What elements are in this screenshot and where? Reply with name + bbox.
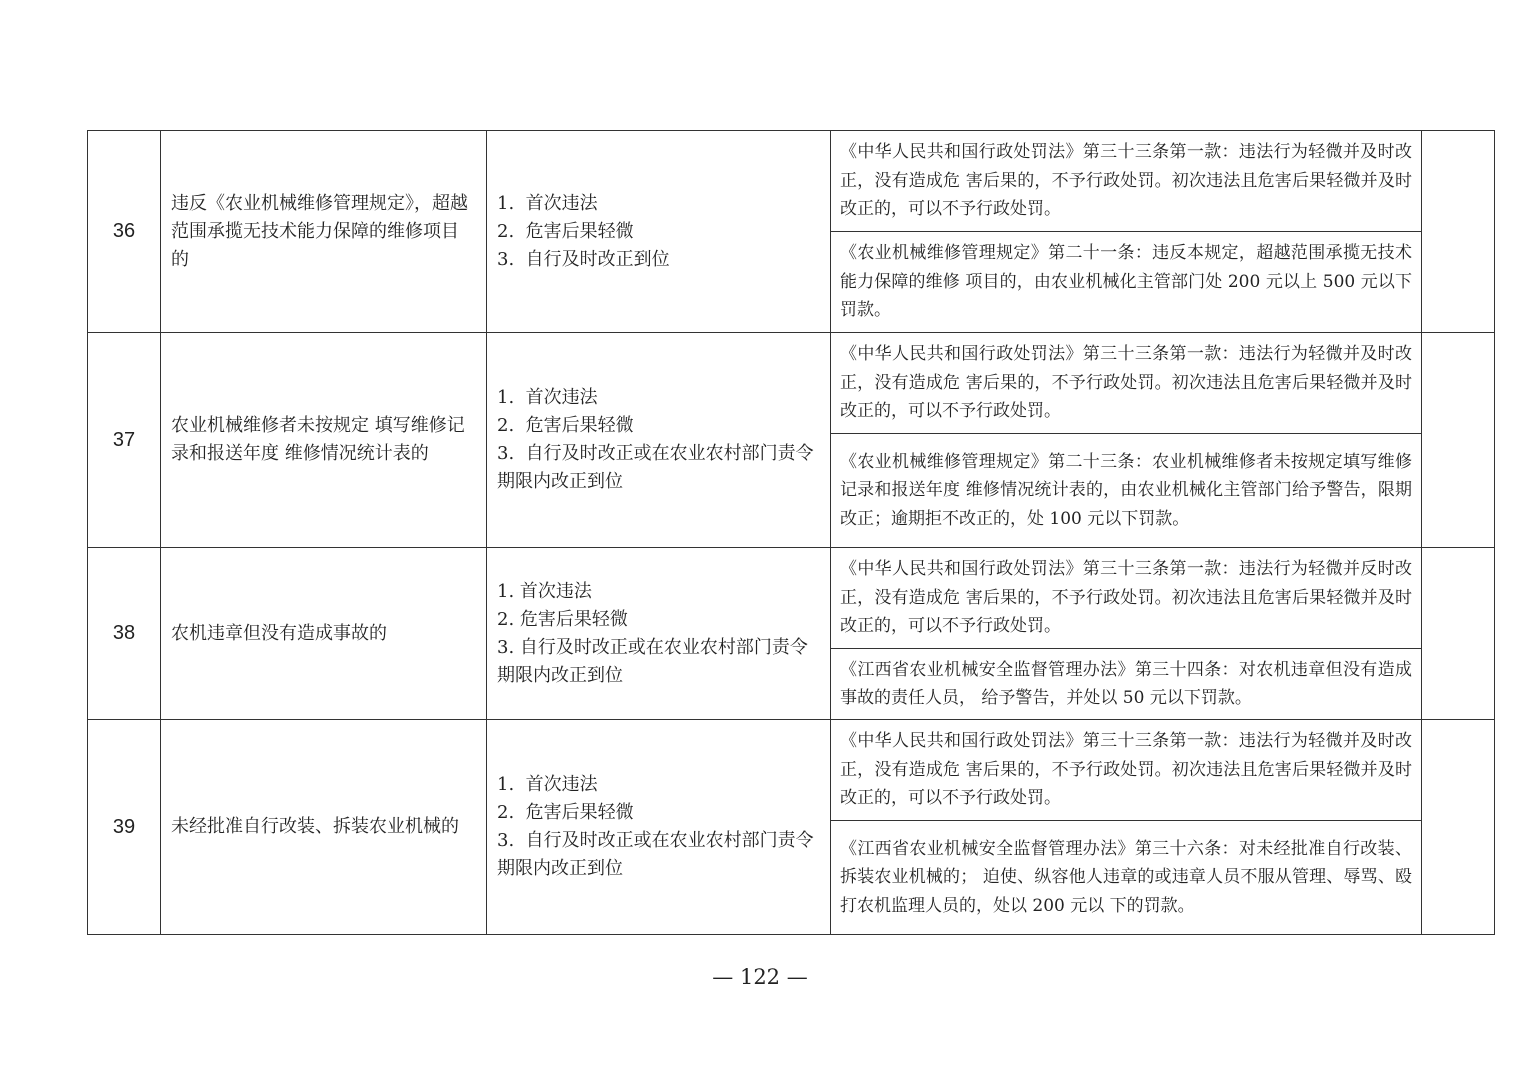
legal-basis: 《江西省农业机械安全监督管理办法》第三十六条：对未经批准自行改装、拆装农业机械的； 迫使、纵容他人违章的或违章人员不服从管理、辱骂、殴打农机监理人员的，处以 200 元以 下的罚款。: [831, 821, 1422, 935]
regulation-table: [87, 130, 1495, 935]
empty-cell: [1422, 548, 1495, 720]
exemption-conditions: [487, 720, 831, 935]
condition-item: 1. 首次违法: [497, 387, 598, 408]
row-number: 39: [88, 720, 161, 935]
table-row: [88, 720, 1495, 821]
table-row: [88, 548, 1495, 649]
condition-item: 2. 危害后果轻微: [497, 415, 634, 436]
condition-item: 3. 自行及时改正或在农业农村部门责令期限内改正到位: [497, 636, 808, 686]
empty-cell: [1422, 333, 1495, 548]
violation-description: 违反《农业机械维修管理规定》，超越范围承揽无技术能力保障的维修项目的: [161, 131, 487, 333]
violation-description: 农机违章但没有造成事故的: [161, 548, 487, 720]
violation-description: 未经批准自行改装、拆装农业机械的: [161, 720, 487, 935]
empty-cell: [1422, 720, 1495, 935]
condition-item: 2. 危害后果轻微: [497, 802, 634, 823]
condition-item: 1. 首次违法: [497, 774, 598, 795]
table-row: [88, 131, 1495, 232]
legal-basis: 《中华人民共和国行政处罚法》第三十三条第一款：违法行为轻微并及时改正，没有造成危 害后果的，不予行政处罚。初次违法且危害后果轻微并及时改正的，可以不予行政处罚。: [831, 333, 1422, 434]
condition-item: 2. 危害后果轻微: [497, 220, 634, 242]
condition-item: 3. 自行及时改正或在农业农村部门责令期限内改正到位: [497, 443, 814, 492]
condition-item: 3. 自行及时改正到位: [497, 248, 670, 270]
condition-item: 2. 危害后果轻微: [497, 608, 628, 630]
legal-basis: 《农业机械维修管理规定》第二十三条：农业机械维修者未按规定填写维修记录和报送年度 维修情况统计表的，由农业机械化主管部门给予警告，限期改正；逾期拒不改正的，处 100 元以下罚款。: [831, 434, 1422, 548]
condition-item: 3. 自行及时改正或在农业农村部门责令期限内改正到位: [497, 830, 814, 879]
legal-basis: 《江西省农业机械安全监督管理办法》第三十四条：对农机违章但没有造成事故的责任人员， 给予警告，并处以 50 元以下罚款。: [831, 649, 1422, 720]
legal-basis: 《中华人民共和国行政处罚法》第三十三条第一款：违法行为轻微并反时改正，没有造成危 害后果的，不予行政处罚。初次违法且危害后果轻微并及时改正的，可以不予行政处罚。: [831, 548, 1422, 649]
condition-item: 1. 首次违法: [497, 192, 598, 214]
exemption-conditions: [487, 333, 831, 548]
row-number: 36: [88, 131, 161, 333]
exemption-conditions: [487, 548, 831, 720]
page-number: — 122 —: [712, 965, 808, 989]
row-number: 38: [88, 548, 161, 720]
violation-description: 农业机械维修者未按规定 填写维修记录和报送年度 维修情况统计表的: [161, 333, 487, 548]
legal-basis: 《中华人民共和国行政处罚法》第三十三条第一款：违法行为轻微并及时改正，没有造成危 害后果的，不予行政处罚。初次违法且危害后果轻微并及时改正的，可以不予行政处罚。: [831, 720, 1422, 821]
empty-cell: [1422, 131, 1495, 333]
condition-item: 1. 首次违法: [497, 580, 592, 602]
legal-basis: 《中华人民共和国行政处罚法》第三十三条第一款：违法行为轻微并及时改正，没有造成危 害后果的，不予行政处罚。初次违法且危害后果轻微并及时改正的，可以不予行政处罚。: [831, 131, 1422, 232]
row-number: 37: [88, 333, 161, 548]
exemption-conditions: [487, 131, 831, 333]
legal-basis: 《农业机械维修管理规定》第二十一条：违反本规定，超越范围承揽无技术能力保障的维修 项目的，由农业机械化主管部门处 200 元以上 500 元以下罚款。: [831, 232, 1422, 333]
table-row: [88, 333, 1495, 434]
